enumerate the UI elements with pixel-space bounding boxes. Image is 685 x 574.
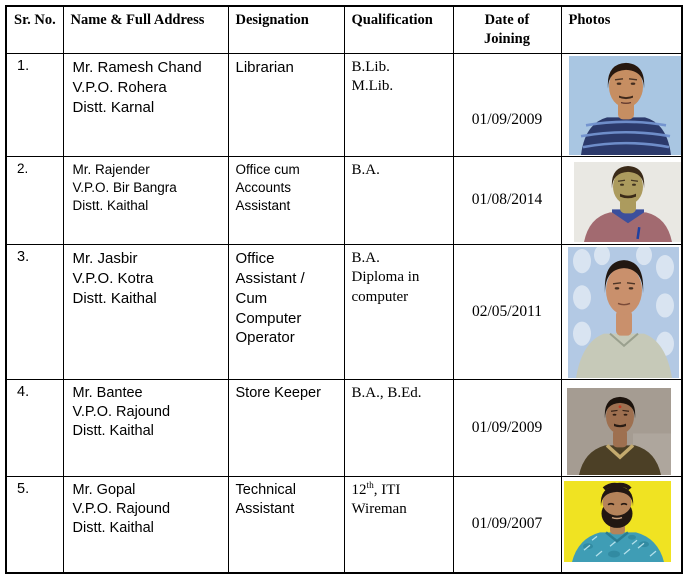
cell-name-address [63, 244, 228, 379]
staff-row [6, 244, 682, 379]
cell-sr-no: 1. [6, 53, 63, 156]
cell-date-of-joining [453, 156, 561, 244]
cell-qualification [344, 244, 453, 379]
cell-designation: Store Keeper [228, 379, 344, 476]
name-line: Mr. Bantee [72, 384, 143, 401]
cell-qualification [344, 53, 453, 156]
qualification-line: Diploma in computer [351, 269, 420, 306]
cell-sr-no: 2. [6, 156, 63, 244]
portrait-illustration [567, 388, 671, 475]
portrait-illustration [568, 247, 679, 378]
qualification-line: B.A. [351, 161, 380, 178]
address-line: Distt. Kaithal [72, 197, 149, 213]
cell-qualification [344, 156, 453, 244]
header-qualification: Qualification [344, 6, 453, 53]
qualification-line: Wireman [351, 501, 407, 518]
staff-photo [564, 481, 671, 562]
date-of-joining: 01/09/2007 [471, 515, 543, 533]
staff-photo [569, 56, 682, 155]
header-sr-no: Sr. No. [6, 6, 63, 53]
header-name-address: Name & Full Address [63, 6, 228, 53]
cell-name-address [63, 156, 228, 244]
cell-photo [561, 156, 682, 244]
staff-row [6, 379, 682, 476]
date-of-joining: 01/09/2009 [471, 418, 543, 436]
staff-row [6, 476, 682, 573]
cell-designation: Librarian [228, 53, 344, 156]
staff-row [6, 53, 682, 156]
cell-photo [561, 476, 682, 573]
date-of-joining: 01/08/2014 [471, 191, 543, 209]
cell-date-of-joining [453, 53, 561, 156]
cell-sr-no: 3. [6, 244, 63, 379]
staff-photo [574, 162, 682, 242]
cell-date-of-joining [453, 244, 561, 379]
address-line: V.P.O. Rohera [72, 78, 167, 96]
header-date-of-joining: Date of Joining [453, 6, 561, 53]
name-line: Mr. Rajender [72, 161, 150, 177]
name-line: Mr. Ramesh Chand [72, 58, 202, 76]
address-line: V.P.O. Rajound [72, 403, 171, 420]
address-line: V.P.O. Rajound [72, 500, 171, 517]
qualification-line: B.A. [351, 249, 380, 266]
address-line: V.P.O. Bir Bangra [72, 179, 177, 195]
address-line: Distt. Kaithal [72, 289, 157, 307]
address-line: V.P.O. Kotra [72, 269, 154, 287]
cell-date-of-joining [453, 379, 561, 476]
date-of-joining: 02/05/2011 [471, 302, 543, 320]
qualification-line: B.Lib. [351, 58, 390, 75]
superscript: th [366, 480, 374, 491]
cell-designation: Office cum Accounts Assistant [228, 156, 344, 244]
cell-qualification [344, 476, 453, 573]
cell-sr-no: 5. [6, 476, 63, 573]
cell-name-address [63, 476, 228, 573]
staff-row [6, 156, 682, 244]
portrait-illustration [574, 162, 682, 242]
qualification-line: 12th, ITI [351, 480, 401, 498]
qualification-line: M.Lib. [351, 78, 394, 95]
cell-designation: Office Assistant / Cum Computer Operator [228, 244, 344, 379]
address-line: Distt. Karnal [72, 98, 155, 116]
cell-date-of-joining [453, 476, 561, 573]
cell-name-address [63, 53, 228, 156]
cell-designation: Technical Assistant [228, 476, 344, 573]
header-row [6, 6, 682, 53]
qualification-line: B.A., B.Ed. [351, 384, 422, 401]
address-line: Distt. Kaithal [72, 520, 154, 537]
cell-name-address [63, 379, 228, 476]
header-designation: Designation [228, 6, 344, 53]
cell-photo [561, 53, 682, 156]
header-photos: Photos [561, 6, 682, 53]
cell-qualification [344, 379, 453, 476]
staff-photo [568, 247, 679, 378]
portrait-illustration [569, 56, 682, 155]
portrait-illustration [564, 481, 671, 562]
name-line: Mr. Jasbir [72, 249, 138, 267]
cell-sr-no: 4. [6, 379, 63, 476]
name-line: Mr. Gopal [72, 481, 136, 498]
address-line: Distt. Kaithal [72, 423, 154, 440]
cell-photo [561, 379, 682, 476]
staff-photo [567, 388, 671, 475]
date-of-joining: 01/09/2009 [471, 110, 543, 128]
staff-table [5, 5, 683, 574]
cell-photo [561, 244, 682, 379]
